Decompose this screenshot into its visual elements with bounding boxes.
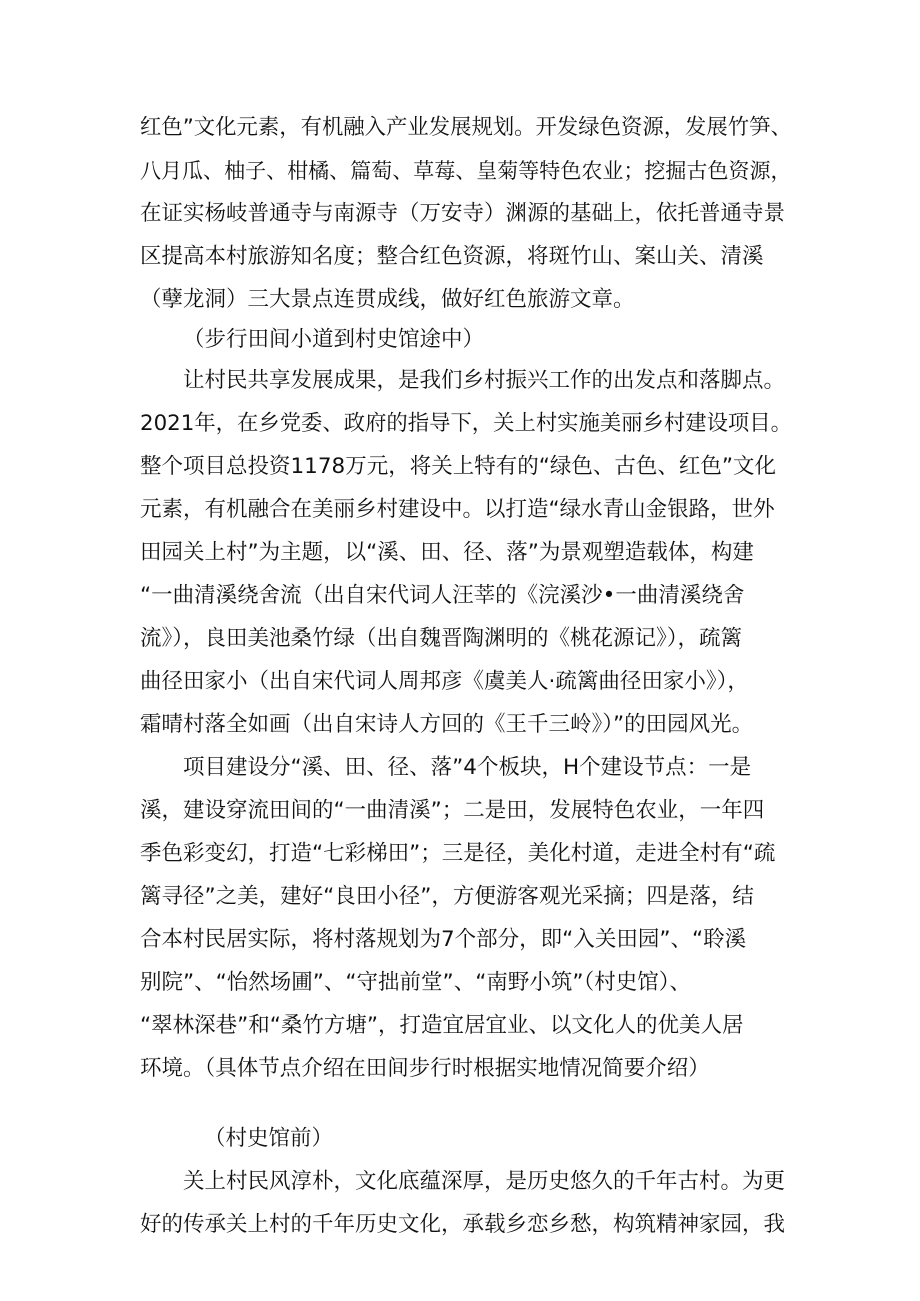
text-line-7: 让村民共享发展成果，是我们乡村振兴工作的出发点和落脚点。 [183, 368, 786, 393]
text-line-22: “翠林深巷”和“桑竹方塘”，打造宜居宜业、以文化人的优美人居 [140, 1013, 744, 1038]
text-line-14: 曲径田家小（出自宋代词人周邦彦《虞美人·疏篱曲径田家小》）， [140, 669, 749, 694]
text-line-9: 整个项目总投资1178万元，将关上特有的“绿色、古色、红色”文化 [140, 454, 776, 479]
text-line-25: 关上村民风淳朴，文化底蕴深厚，是历史悠久的千年古村。为更 [183, 1169, 786, 1194]
text-line-21: 别院”、“怡然场圃”、“守拙前堂”、“南野小筑”（村史馆）、 [140, 970, 691, 995]
text-line-26: 好的传承关上村的千年历史文化，承载乡恋乡愁，构筑精神家园，我 [140, 1212, 786, 1237]
text-line-16: 项目建设分“溪、田、径、落”4个板块，H个建设节点：一是 [183, 755, 752, 780]
text-line-11: 田园关上村”为主题，以“溪、田、径、落”为景观塑造载体，构建 [140, 540, 754, 565]
text-line-19: 篱寻径”之美，建好“良田小径”，方便游客观光采摘；四是落，结 [140, 884, 754, 909]
text-line-4: 区提高本村旅游知名度；整合红色资源，将斑竹山、案山关、清溪 [140, 244, 764, 269]
text-line-12: “一曲清溪绕舍流（出自宋代词人汪莘的《浣溪沙•一曲清溪绕舍 [140, 583, 745, 608]
section-note-village-museum: （村史馆前） [204, 1126, 334, 1151]
text-line-10: 元素，有机融合在美丽乡村建设中。以打造“绿水青山金银路，世外 [140, 497, 775, 522]
text-line-3: 在证实杨岐普通寺与南源寺（万安寺）渊源的基础上，依托普通寺景 [140, 201, 786, 226]
text-line-20: 合本村民居实际，将村落规划为7个部分，即“入关田园”、“聆溪 [140, 927, 747, 952]
text-line-17: 溪，建设穿流田间的“一曲清溪”；二是田，发展特色农业，一年四 [140, 798, 765, 823]
text-line-2: 八月瓜、柚子、柑橘、篇萄、草莓、皇菊等特色农业；挖掘古色资源， [140, 158, 792, 183]
text-line-13: 流》），良田美池桑竹绿（出自魏晋陶渊明的《桃花源记》），疏篱 [140, 626, 743, 651]
text-line-23: 环境。（具体节点介绍在田间步行时根据实地情况简要介绍） [140, 1056, 710, 1081]
text-line-5: （孽龙洞）三大景点连贯成线，做好红色旅游文章。 [140, 287, 635, 312]
section-note-walking: （步行田间小道到村史馆途中） [183, 327, 485, 352]
text-line-18: 季色彩变幻，打造“七彩梯田”；三是径，美化村道，走进全村有“疏 [140, 841, 776, 866]
text-line-15: 霜晴村落全如画（出自宋诗人方回的《王千三岭》）”的田园风光。 [140, 712, 754, 737]
text-line-8: 2021年，在乡党委、政府的指导下，关上村实施美丽乡村建设项目。 [140, 411, 792, 436]
text-line-1: 红色”文化元素，有机融入产业发展规划。开发绿色资源，发展竹笋、 [140, 115, 792, 140]
